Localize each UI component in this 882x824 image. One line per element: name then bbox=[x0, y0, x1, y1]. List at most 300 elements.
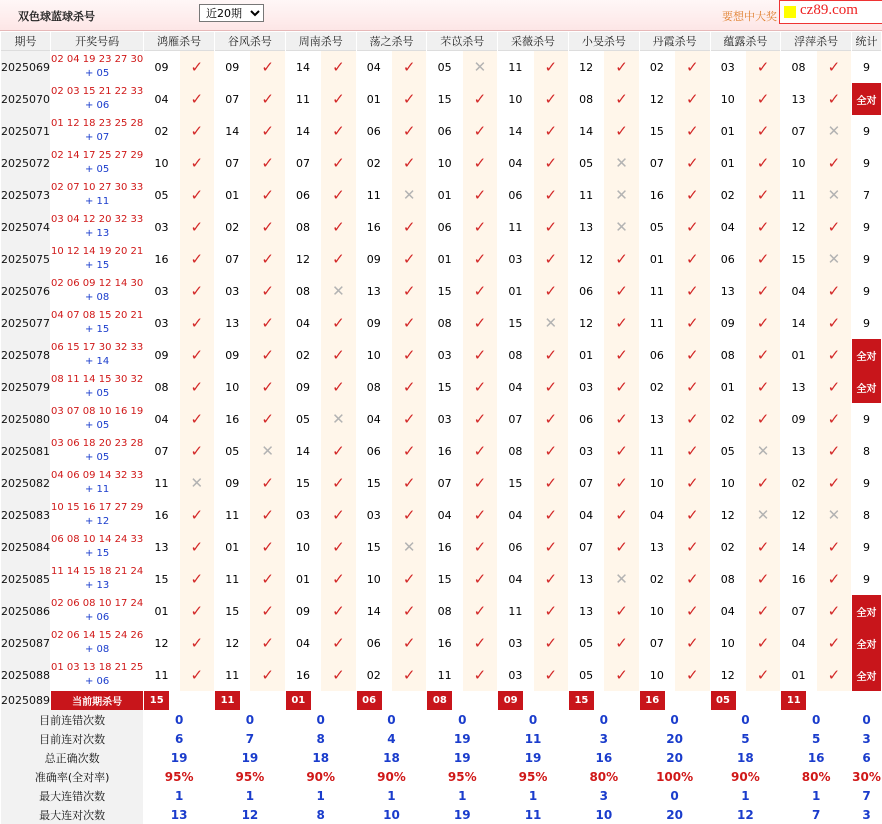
summary-value: 18 bbox=[312, 750, 330, 765]
kill-number: 07 bbox=[781, 595, 815, 627]
kill-number: 12 bbox=[711, 499, 745, 531]
kill-number: 11 bbox=[144, 467, 178, 499]
table-row bbox=[1, 115, 881, 147]
cross-icon: ✕ bbox=[817, 499, 851, 531]
check-icon: ✓ bbox=[180, 275, 214, 307]
draw-cell bbox=[51, 659, 143, 691]
summary-value: 20 bbox=[666, 807, 683, 822]
kill-number: 06 bbox=[569, 275, 603, 307]
kill-number: 12 bbox=[711, 659, 745, 691]
kill-number: 05 bbox=[711, 435, 745, 467]
kill-number: 02 bbox=[640, 371, 674, 403]
kill-number: 01 bbox=[711, 371, 745, 403]
red-balls: 02 03 15 21 22 33 bbox=[51, 86, 144, 97]
summary-row bbox=[1, 805, 881, 824]
summary-value: 1 bbox=[741, 788, 750, 803]
current-row bbox=[1, 691, 881, 710]
check-icon: ✓ bbox=[675, 403, 709, 435]
summary-value: 80% bbox=[801, 769, 831, 784]
check-icon: ✓ bbox=[250, 147, 284, 179]
check-icon: ✓ bbox=[675, 211, 709, 243]
check-icon: ✓ bbox=[250, 307, 284, 339]
kill-number: 07 bbox=[640, 627, 674, 659]
red-balls: 02 06 08 10 17 24 bbox=[51, 598, 144, 609]
top-bar bbox=[0, 0, 882, 31]
kill-number: 04 bbox=[711, 211, 745, 243]
kill-number: 11 bbox=[427, 659, 461, 691]
kill-number: 04 bbox=[498, 563, 532, 595]
check-icon: ✓ bbox=[534, 467, 568, 499]
check-icon: ✓ bbox=[675, 51, 709, 83]
summary-stat: 30% bbox=[852, 769, 881, 784]
period-cell: 2025081 bbox=[1, 435, 50, 467]
summary-row bbox=[1, 748, 881, 767]
all-correct-badge: 全对 bbox=[852, 627, 881, 659]
all-correct-badge: 全对 bbox=[852, 595, 881, 627]
kill-number: 10 bbox=[427, 147, 461, 179]
blue-ball: + 12 bbox=[84, 516, 110, 527]
summary-value: 1 bbox=[245, 788, 255, 803]
period-cell: 2025082 bbox=[1, 467, 50, 499]
blue-ball: + 15 bbox=[84, 324, 110, 335]
check-icon: ✓ bbox=[250, 467, 284, 499]
check-icon: ✓ bbox=[392, 211, 426, 243]
check-icon: ✓ bbox=[534, 563, 568, 595]
check-icon: ✓ bbox=[604, 307, 638, 339]
check-icon: ✓ bbox=[321, 563, 355, 595]
summary-value: 0 bbox=[458, 712, 467, 727]
check-icon: ✓ bbox=[180, 307, 214, 339]
table-row bbox=[1, 595, 881, 627]
kill-number: 14 bbox=[215, 115, 249, 147]
blue-ball: + 05 bbox=[84, 388, 110, 399]
period-cell: 2025073 bbox=[1, 179, 50, 211]
check-icon: ✓ bbox=[534, 275, 568, 307]
check-icon: ✓ bbox=[321, 307, 355, 339]
kill-number: 04 bbox=[427, 499, 461, 531]
check-icon: ✓ bbox=[675, 531, 709, 563]
check-icon: ✓ bbox=[180, 531, 214, 563]
kill-number: 15 bbox=[286, 467, 320, 499]
kill-number: 12 bbox=[781, 211, 815, 243]
check-icon: ✓ bbox=[675, 307, 709, 339]
range-select[interactable] bbox=[199, 4, 264, 22]
red-balls: 04 07 08 15 20 21 bbox=[51, 310, 144, 321]
summary-value: 16 bbox=[807, 750, 825, 765]
kill-number: 06 bbox=[569, 403, 603, 435]
check-icon: ✓ bbox=[463, 179, 497, 211]
current-period: 2025089 bbox=[1, 691, 50, 710]
check-icon: ✓ bbox=[321, 147, 355, 179]
check-icon: ✓ bbox=[604, 467, 638, 499]
kill-number: 08 bbox=[498, 339, 532, 371]
kill-number: 11 bbox=[781, 179, 815, 211]
kill-number: 05 bbox=[640, 211, 674, 243]
check-icon: ✓ bbox=[321, 595, 355, 627]
table-row bbox=[1, 307, 881, 339]
table-row bbox=[1, 211, 881, 243]
check-icon: ✓ bbox=[250, 339, 284, 371]
kill-number: 15 bbox=[781, 243, 815, 275]
check-icon: ✓ bbox=[604, 275, 638, 307]
stat-count: 9 bbox=[863, 540, 871, 554]
current-stat-empty bbox=[852, 691, 881, 710]
summary-value: 0 bbox=[387, 712, 396, 727]
check-icon: ✓ bbox=[675, 627, 709, 659]
kill-number: 15 bbox=[427, 371, 461, 403]
stat-count: 9 bbox=[863, 124, 871, 138]
kill-number: 07 bbox=[781, 115, 815, 147]
kill-number: 08 bbox=[498, 435, 532, 467]
blue-ball: + 15 bbox=[84, 548, 110, 559]
header-row bbox=[1, 32, 881, 51]
kill-number: 07 bbox=[427, 467, 461, 499]
kill-number: 15 bbox=[498, 307, 532, 339]
kill-number: 10 bbox=[781, 147, 815, 179]
draw-cell bbox=[51, 179, 143, 211]
summary-value: 18 bbox=[737, 750, 754, 765]
check-icon: ✓ bbox=[463, 403, 497, 435]
check-icon: ✓ bbox=[604, 435, 638, 467]
cross-icon: ✕ bbox=[250, 435, 284, 467]
kill-number: 07 bbox=[144, 435, 178, 467]
kill-number: 13 bbox=[711, 275, 745, 307]
kill-number: 11 bbox=[215, 499, 249, 531]
check-icon: ✓ bbox=[321, 211, 355, 243]
check-icon: ✓ bbox=[675, 467, 709, 499]
kill-number: 09 bbox=[215, 51, 249, 83]
draw-cell bbox=[51, 371, 143, 403]
stat-count: 7 bbox=[863, 188, 871, 202]
kill-number: 02 bbox=[640, 563, 674, 595]
period-cell: 2025079 bbox=[1, 371, 50, 403]
red-balls: 03 07 08 10 16 19 bbox=[51, 406, 144, 417]
current-kill-cell bbox=[781, 691, 851, 710]
kill-number: 06 bbox=[357, 115, 391, 147]
kill-number: 09 bbox=[144, 339, 178, 371]
summary-value: 4 bbox=[387, 731, 396, 746]
summary-value: 20 bbox=[666, 750, 683, 765]
kill-number: 10 bbox=[357, 563, 391, 595]
kill-number: 08 bbox=[144, 371, 178, 403]
kill-number: 06 bbox=[711, 243, 745, 275]
kill-number: 01 bbox=[569, 339, 603, 371]
kill-number: 01 bbox=[144, 595, 178, 627]
kill-number: 01 bbox=[215, 531, 249, 563]
current-kill-cell bbox=[498, 691, 568, 710]
kill-number: 03 bbox=[286, 499, 320, 531]
period-cell: 2025086 bbox=[1, 595, 50, 627]
watermark-text: cz89.com bbox=[800, 2, 858, 18]
kill-number: 15 bbox=[427, 563, 461, 595]
kill-number: 15 bbox=[357, 531, 391, 563]
kill-number: 04 bbox=[286, 307, 320, 339]
check-icon: ✓ bbox=[746, 339, 780, 371]
summary-stat: 3 bbox=[862, 807, 871, 822]
check-icon: ✓ bbox=[746, 275, 780, 307]
kill-number: 01 bbox=[427, 243, 461, 275]
check-icon: ✓ bbox=[817, 211, 851, 243]
period-cell: 2025071 bbox=[1, 115, 50, 147]
summary-value: 95% bbox=[518, 769, 548, 784]
blue-ball: + 11 bbox=[84, 196, 110, 207]
summary-value: 95% bbox=[447, 769, 477, 784]
current-kill-number: 05 bbox=[711, 691, 736, 710]
kill-number: 01 bbox=[427, 179, 461, 211]
draw-cell bbox=[51, 243, 143, 275]
check-icon: ✓ bbox=[534, 339, 568, 371]
kill-number: 02 bbox=[357, 659, 391, 691]
kill-number: 01 bbox=[781, 339, 815, 371]
kill-number: 09 bbox=[215, 467, 249, 499]
summary-value: 0 bbox=[174, 712, 184, 727]
kill-number: 16 bbox=[357, 211, 391, 243]
check-icon: ✓ bbox=[463, 659, 497, 691]
blue-ball: + 06 bbox=[84, 100, 110, 111]
check-icon: ✓ bbox=[675, 371, 709, 403]
kill-number: 03 bbox=[427, 339, 461, 371]
kill-number: 16 bbox=[144, 499, 178, 531]
check-icon: ✓ bbox=[675, 595, 709, 627]
kill-number: 09 bbox=[286, 595, 320, 627]
check-icon: ✓ bbox=[604, 403, 638, 435]
summary-value: 20 bbox=[666, 731, 683, 746]
check-icon: ✓ bbox=[534, 595, 568, 627]
stat-count: 9 bbox=[863, 60, 871, 74]
kill-number: 04 bbox=[144, 403, 178, 435]
check-icon: ✓ bbox=[817, 467, 851, 499]
red-balls: 08 11 14 15 30 32 bbox=[51, 374, 144, 385]
check-icon: ✓ bbox=[321, 83, 355, 115]
check-icon: ✓ bbox=[463, 371, 497, 403]
kill-number: 01 bbox=[640, 243, 674, 275]
kill-number: 10 bbox=[711, 627, 745, 659]
kill-number: 10 bbox=[357, 339, 391, 371]
check-icon: ✓ bbox=[534, 179, 568, 211]
kill-number: 10 bbox=[286, 531, 320, 563]
current-kill-cell bbox=[711, 691, 781, 710]
kill-number: 04 bbox=[357, 403, 391, 435]
check-icon: ✓ bbox=[534, 659, 568, 691]
stat-count: 9 bbox=[863, 476, 871, 490]
kill-number: 12 bbox=[569, 243, 603, 275]
draw-cell bbox=[51, 147, 143, 179]
kill-number: 10 bbox=[640, 659, 674, 691]
stat-count: 8 bbox=[863, 508, 871, 522]
cross-icon: ✕ bbox=[392, 179, 426, 211]
kill-number: 11 bbox=[640, 275, 674, 307]
check-icon: ✓ bbox=[534, 499, 568, 531]
period-cell: 2025083 bbox=[1, 499, 50, 531]
kill-number: 13 bbox=[357, 275, 391, 307]
check-icon: ✓ bbox=[250, 179, 284, 211]
check-icon: ✓ bbox=[392, 115, 426, 147]
period-cell: 2025078 bbox=[1, 339, 50, 371]
kill-number: 07 bbox=[498, 403, 532, 435]
check-icon: ✓ bbox=[321, 659, 355, 691]
check-icon: ✓ bbox=[392, 371, 426, 403]
check-icon: ✓ bbox=[817, 403, 851, 435]
table-row bbox=[1, 339, 881, 371]
check-icon: ✓ bbox=[463, 211, 497, 243]
red-balls: 04 06 09 14 32 33 bbox=[51, 470, 144, 481]
kill-number: 04 bbox=[781, 627, 815, 659]
kill-number: 05 bbox=[144, 179, 178, 211]
check-icon: ✓ bbox=[675, 659, 709, 691]
period-cell: 2025072 bbox=[1, 147, 50, 179]
check-icon: ✓ bbox=[180, 83, 214, 115]
kill-number: 03 bbox=[711, 51, 745, 83]
check-icon: ✓ bbox=[746, 531, 780, 563]
stat-count: 9 bbox=[863, 252, 871, 266]
kill-number: 09 bbox=[215, 339, 249, 371]
kill-number: 11 bbox=[215, 563, 249, 595]
watermark bbox=[779, 0, 882, 24]
kill-number: 08 bbox=[427, 595, 461, 627]
kill-number: 10 bbox=[711, 467, 745, 499]
kill-number: 13 bbox=[781, 83, 815, 115]
kill-number: 11 bbox=[640, 307, 674, 339]
check-icon: ✓ bbox=[463, 531, 497, 563]
kill-number: 11 bbox=[286, 83, 320, 115]
check-icon: ✓ bbox=[675, 115, 709, 147]
check-icon: ✓ bbox=[675, 563, 709, 595]
kill-number: 08 bbox=[286, 211, 320, 243]
kill-number: 16 bbox=[215, 403, 249, 435]
summary-value: 8 bbox=[316, 807, 325, 822]
kill-number: 08 bbox=[286, 275, 320, 307]
current-kill-number: 08 bbox=[427, 691, 452, 710]
check-icon: ✓ bbox=[534, 115, 568, 147]
kill-number: 10 bbox=[215, 371, 249, 403]
period-header: 期号 bbox=[1, 32, 50, 51]
stat-count: 9 bbox=[863, 156, 871, 170]
check-icon: ✓ bbox=[180, 243, 214, 275]
check-icon: ✓ bbox=[675, 83, 709, 115]
check-icon: ✓ bbox=[604, 83, 638, 115]
kill-number: 04 bbox=[640, 499, 674, 531]
expert-header: 芣苡杀号 bbox=[427, 32, 497, 51]
current-kill-cell bbox=[569, 691, 639, 710]
summary-value: 12 bbox=[737, 807, 754, 822]
period-cell: 2025085 bbox=[1, 563, 50, 595]
kill-number: 15 bbox=[427, 275, 461, 307]
draw-cell bbox=[51, 467, 143, 499]
draw-cell bbox=[51, 563, 143, 595]
kill-number: 16 bbox=[427, 531, 461, 563]
kill-number: 02 bbox=[711, 179, 745, 211]
kill-number: 08 bbox=[711, 563, 745, 595]
check-icon: ✓ bbox=[817, 563, 851, 595]
table-row bbox=[1, 83, 881, 115]
summary-value: 0 bbox=[316, 712, 325, 727]
kill-number: 15 bbox=[144, 563, 178, 595]
draw-header: 开奖号码 bbox=[51, 32, 143, 51]
kill-number: 16 bbox=[427, 435, 461, 467]
cross-icon: ✕ bbox=[817, 179, 851, 211]
current-kill-cell bbox=[357, 691, 427, 710]
kill-number: 05 bbox=[569, 627, 603, 659]
check-icon: ✓ bbox=[392, 339, 426, 371]
summary-value: 3 bbox=[599, 731, 608, 746]
draw-cell bbox=[51, 275, 143, 307]
check-icon: ✓ bbox=[250, 659, 284, 691]
table-row bbox=[1, 627, 881, 659]
blue-ball: + 14 bbox=[84, 356, 110, 367]
summary-value: 1 bbox=[316, 788, 325, 803]
summary-row bbox=[1, 729, 881, 748]
table-row bbox=[1, 403, 881, 435]
kill-number: 02 bbox=[640, 51, 674, 83]
period-cell: 2025077 bbox=[1, 307, 50, 339]
check-icon: ✓ bbox=[250, 499, 284, 531]
summary-value: 80% bbox=[589, 769, 619, 784]
check-icon: ✓ bbox=[321, 467, 355, 499]
red-balls: 02 14 17 25 27 29 bbox=[51, 150, 144, 161]
kill-number: 09 bbox=[286, 371, 320, 403]
check-icon: ✓ bbox=[817, 659, 851, 691]
kill-number: 08 bbox=[781, 51, 815, 83]
kill-number: 03 bbox=[144, 211, 178, 243]
summary-value: 0 bbox=[599, 712, 608, 727]
kill-number: 14 bbox=[781, 307, 815, 339]
blue-ball: + 05 bbox=[84, 420, 110, 431]
draw-cell bbox=[51, 307, 143, 339]
stat-count: 8 bbox=[863, 444, 871, 458]
check-icon: ✓ bbox=[321, 627, 355, 659]
summary-value: 16 bbox=[595, 750, 613, 765]
summary-row bbox=[1, 786, 881, 805]
summary-value: 10 bbox=[595, 807, 613, 822]
draw-cell bbox=[51, 595, 143, 627]
kill-number: 04 bbox=[498, 147, 532, 179]
check-icon: ✓ bbox=[463, 147, 497, 179]
check-icon: ✓ bbox=[463, 627, 497, 659]
red-balls: 03 04 12 20 32 33 bbox=[51, 214, 144, 225]
blue-ball: + 11 bbox=[84, 484, 110, 495]
check-icon: ✓ bbox=[392, 467, 426, 499]
red-balls: 02 06 09 12 14 30 bbox=[51, 278, 144, 289]
check-icon: ✓ bbox=[746, 147, 780, 179]
kill-number: 13 bbox=[640, 531, 674, 563]
check-icon: ✓ bbox=[604, 339, 638, 371]
check-icon: ✓ bbox=[534, 211, 568, 243]
kill-number: 13 bbox=[781, 371, 815, 403]
kill-number: 12 bbox=[215, 627, 249, 659]
check-icon: ✓ bbox=[463, 339, 497, 371]
summary-value: 19 bbox=[524, 750, 542, 765]
stat-header: 统计 bbox=[852, 32, 881, 51]
check-icon: ✓ bbox=[392, 659, 426, 691]
check-icon: ✓ bbox=[746, 307, 780, 339]
check-icon: ✓ bbox=[746, 179, 780, 211]
check-icon: ✓ bbox=[675, 499, 709, 531]
red-balls: 02 07 10 27 30 33 bbox=[51, 182, 144, 193]
check-icon: ✓ bbox=[250, 275, 284, 307]
expert-header: 荡之杀号 bbox=[357, 32, 427, 51]
blue-ball: + 05 bbox=[84, 452, 110, 463]
kill-number: 08 bbox=[569, 83, 603, 115]
check-icon: ✓ bbox=[746, 563, 780, 595]
check-icon: ✓ bbox=[392, 307, 426, 339]
kill-number: 03 bbox=[498, 659, 532, 691]
all-correct-badge: 全对 bbox=[852, 659, 881, 691]
kill-number: 03 bbox=[569, 435, 603, 467]
table-row bbox=[1, 243, 881, 275]
draw-cell bbox=[51, 211, 143, 243]
kill-number: 15 bbox=[357, 467, 391, 499]
period-cell: 2025070 bbox=[1, 83, 50, 115]
